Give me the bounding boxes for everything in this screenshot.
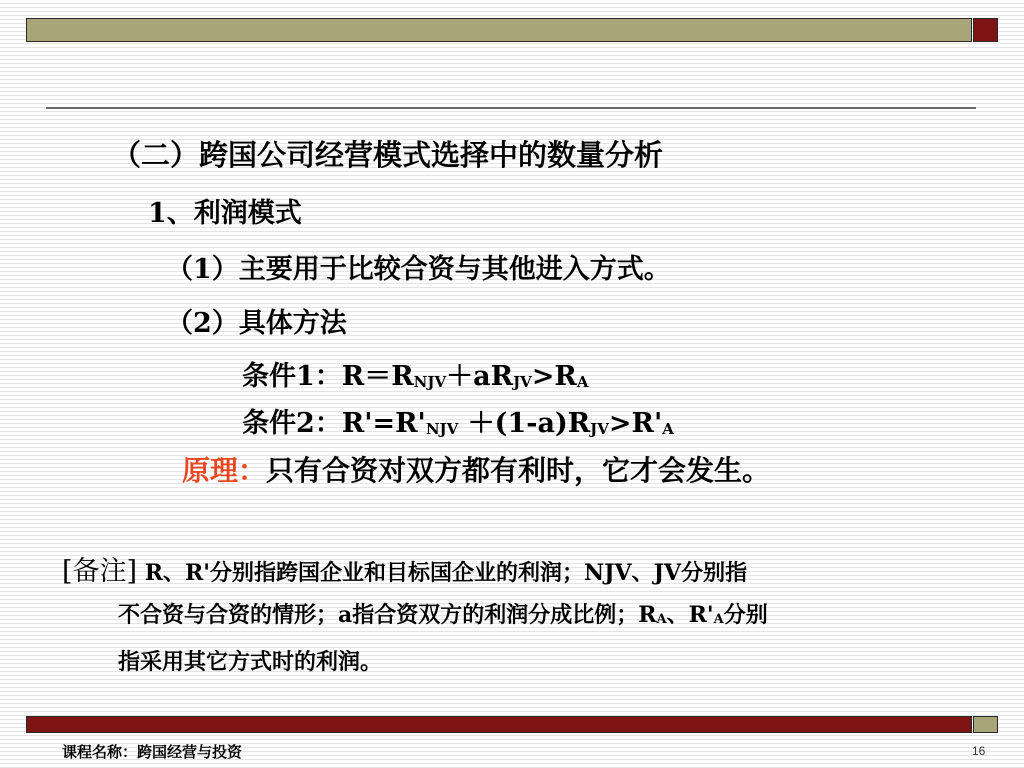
bottom-olive-block [973,716,998,733]
course-name: 课程名称：跨国经营与投资 [62,743,243,761]
slide-title: （二）跨国公司经营模式选择中的数量分析 [112,138,664,172]
principle [182,449,770,489]
remark-tag: [备注] [62,556,138,587]
point-2: （2）具体方法 [166,308,347,339]
title-divider [46,107,976,109]
principle-text: 只有合资对双方都有利时，它才会发生。 [266,454,771,487]
condition-1: 条件1：$R=R_{NJV}+aR_{JV}>R_A$ [242,361,589,392]
section-heading: 1、利润模式 [148,198,302,229]
condition-2: 条件2：$R'=R'_{NJV} +(1-a)R_{JV}>R'_A$ [242,408,674,439]
principle-label: 原理： [182,454,267,487]
point-1: （1）主要用于比较合资与其他进入方式。 [166,254,671,285]
remark-note: [备注] R、R'分别指跨国企业和目标国企业的利润；NJV、JV分别指 不合资与合资的情形；a指合资双方的利润分成比例；$R_A$、$R'_A$分别 指采用其它方式时的利润。 [62,556,768,675]
top-maroon-block [973,18,998,42]
top-olive-bar [26,18,972,42]
bottom-maroon-bar [26,716,972,733]
page-number: 16 [972,744,986,758]
